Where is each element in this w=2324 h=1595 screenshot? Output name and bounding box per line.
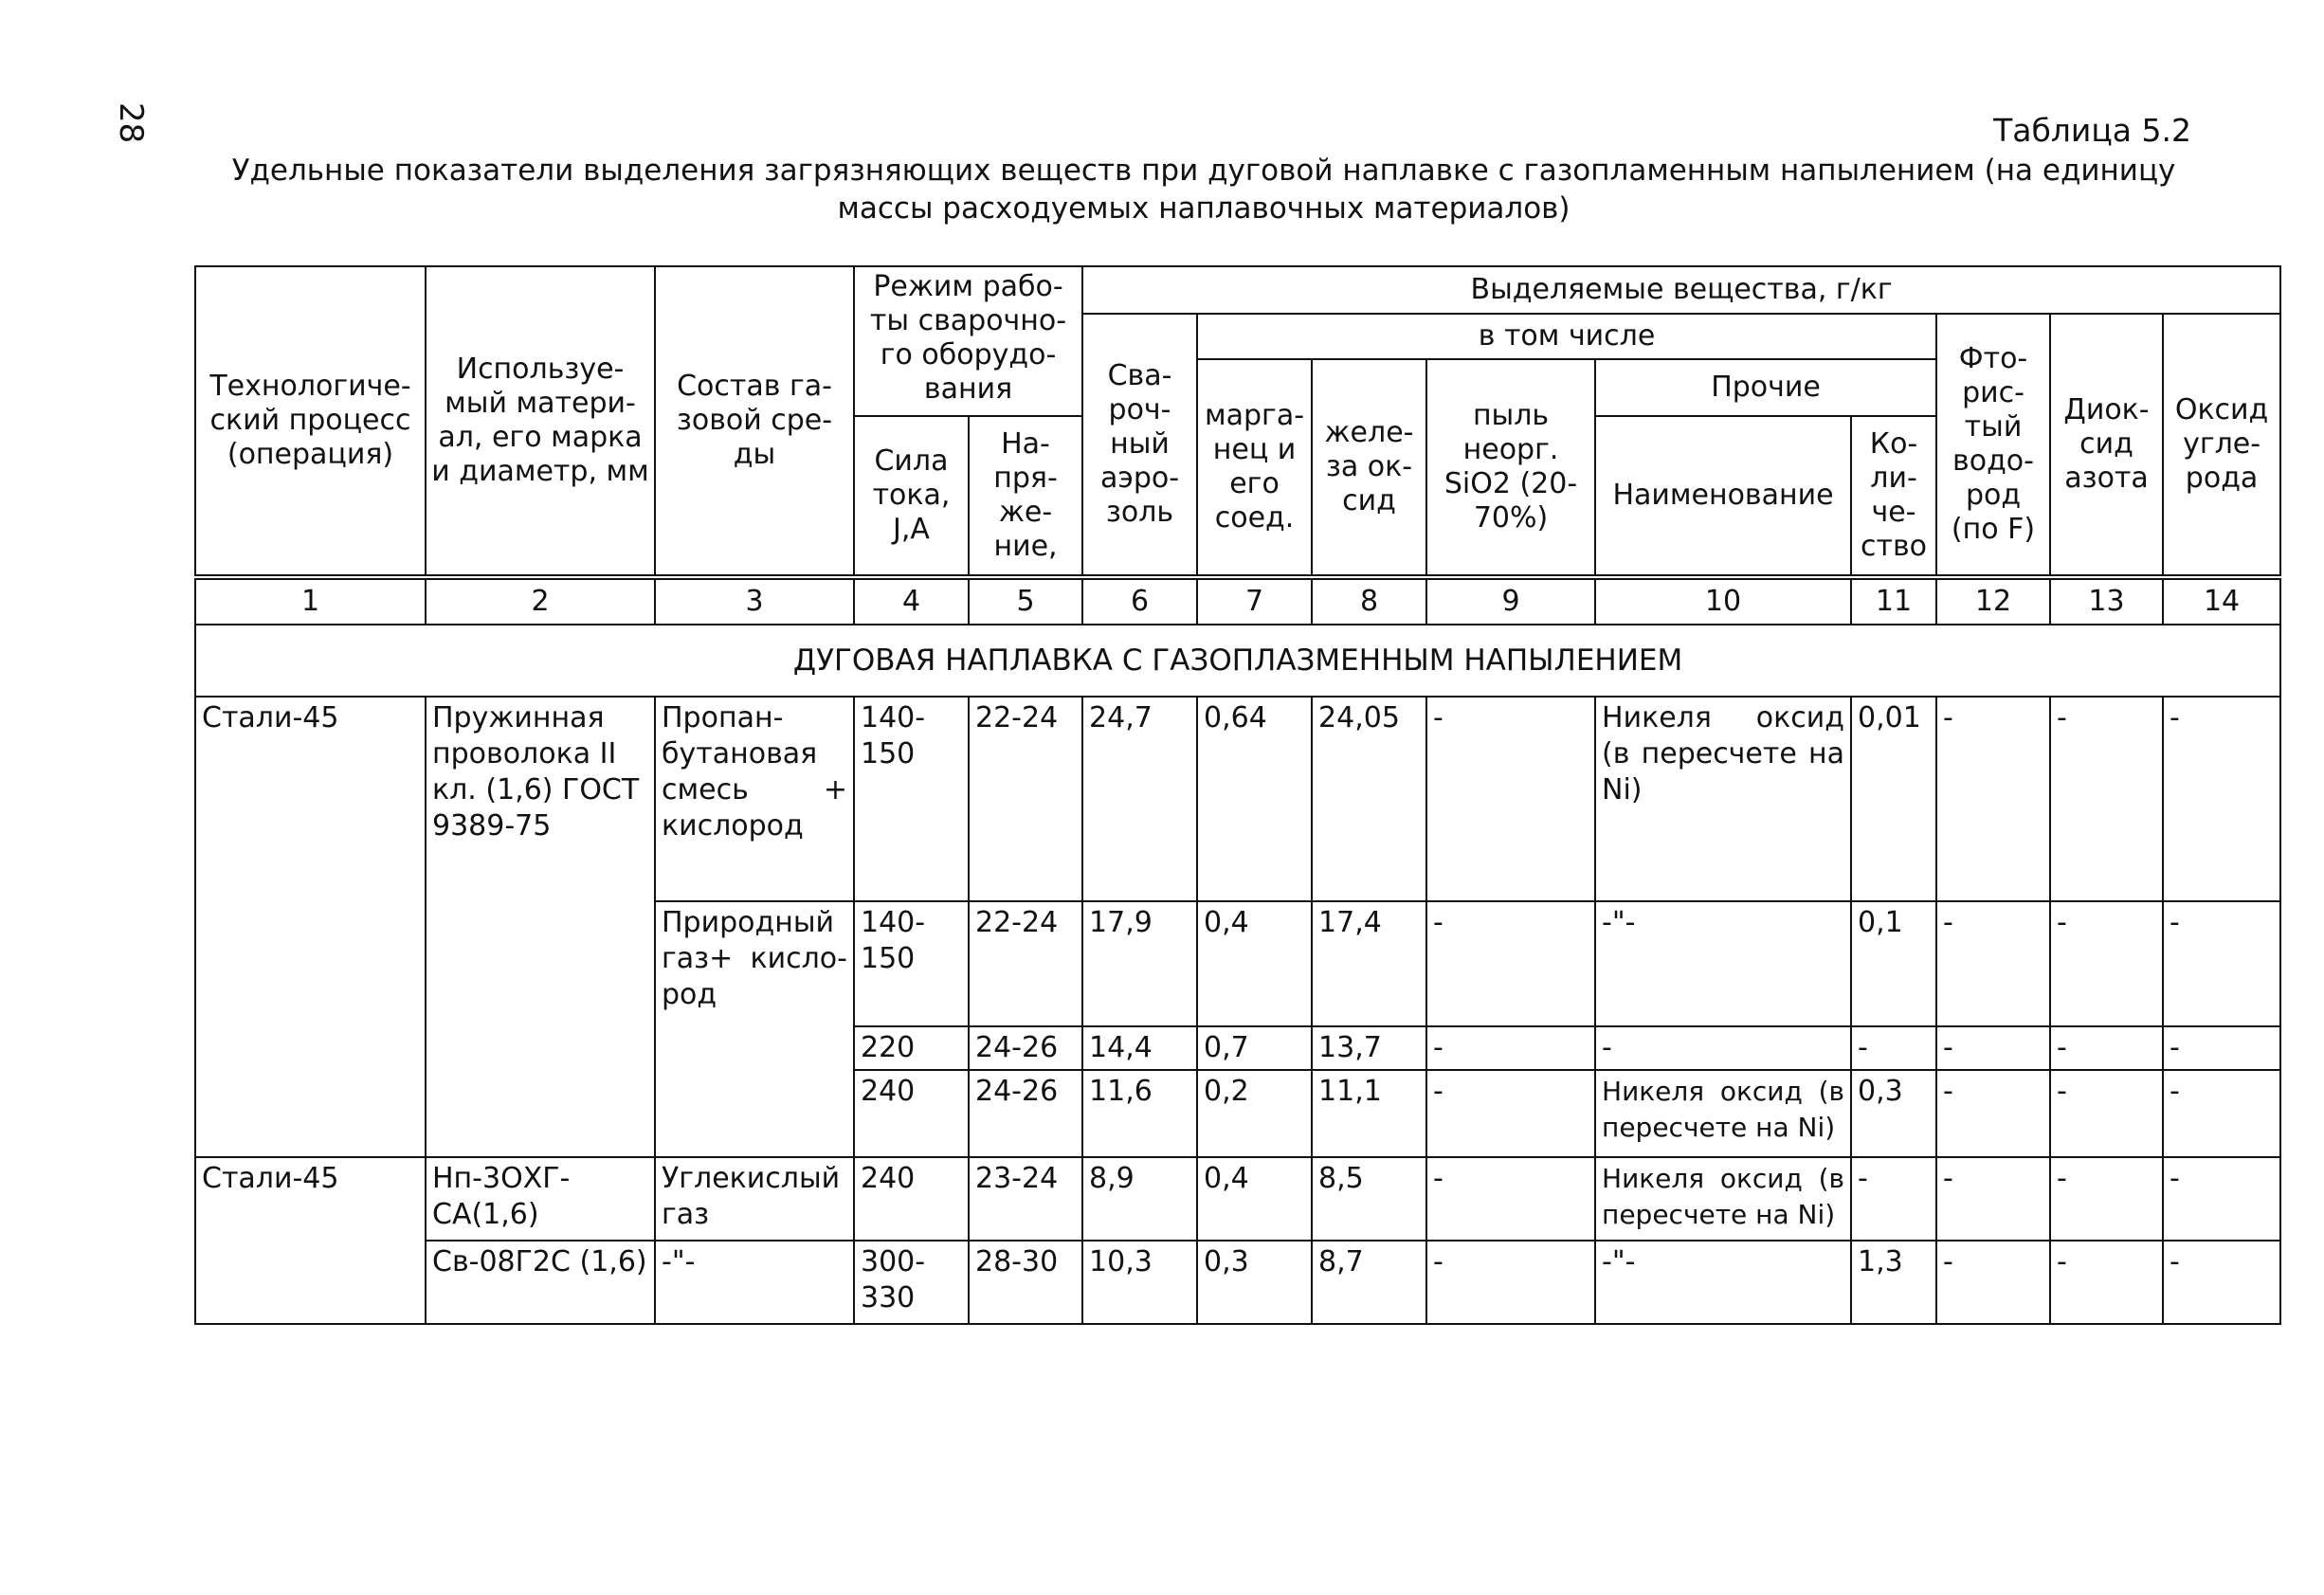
section-row (195, 625, 2280, 697)
cell-hf: - (1936, 901, 2050, 1026)
cell-mn: 0,4 (1197, 1157, 1312, 1241)
header-hf: Фто-рис-тый водо-род (по F) (1936, 314, 2050, 577)
header-material: Используе-мый матери-ал, его марка и диаметр, мм (426, 266, 655, 577)
cell-voltage: 24-26 (969, 1070, 1082, 1157)
cell-voltage: 23-24 (969, 1157, 1082, 1241)
column-number: 13 (2050, 577, 2163, 625)
header-including: в том числе (1197, 314, 1936, 359)
cell-co: - (2163, 697, 2280, 901)
table-header (195, 266, 2280, 577)
header-mn: марга-нец и его соед. (1197, 359, 1312, 577)
cell-aerosol: 17,9 (1082, 901, 1197, 1026)
cell-material: Пружинная проволока II кл. (1,6) ГОСТ 9389-75 (426, 697, 655, 1157)
table-label: Таблица 5.2 (1993, 112, 2191, 149)
header-dust: пыль неорг. SiO2 (20-70%) (1426, 359, 1595, 577)
column-number: 14 (2163, 577, 2280, 625)
cell-aerosol: 11,6 (1082, 1070, 1197, 1157)
column-number: 4 (854, 577, 969, 625)
cell-other-qty: 0,01 (1851, 697, 1936, 901)
cell-current: 240 (854, 1070, 969, 1157)
cell-material: Св-08Г2С (1,6) (426, 1241, 655, 1324)
header-mode: Режим рабо-ты сварочно-го оборудо-вания (854, 266, 1082, 416)
header-other-qty: Ко-ли-че-ство (1851, 416, 1936, 577)
cell-dust: - (1426, 697, 1595, 901)
column-number: 7 (1197, 577, 1312, 625)
cell-no2: - (2050, 901, 2163, 1026)
column-number: 2 (426, 577, 655, 625)
column-number: 5 (969, 577, 1082, 625)
header-co: Оксид угле-рода (2163, 314, 2280, 577)
cell-hf: - (1936, 1070, 2050, 1157)
cell-other-name: Никеля оксид (в пересчете на Ni) (1595, 1070, 1851, 1157)
table-row (195, 1241, 2280, 1324)
cell-gas: Углекислый газ (655, 1157, 854, 1241)
header-no2: Диок-сид азота (2050, 314, 2163, 577)
cell-no2: - (2050, 1241, 2163, 1324)
cell-current: 240 (854, 1157, 969, 1241)
cell-material: Нп-3ОХГ-СА(1,6) (426, 1157, 655, 1241)
cell-other-qty: 0,3 (1851, 1070, 1936, 1157)
cell-other-qty: 1,3 (1851, 1241, 1936, 1324)
cell-co: - (2163, 901, 2280, 1026)
cell-process: Стали-45 (195, 1157, 426, 1324)
cell-hf: - (1936, 1157, 2050, 1241)
table-caption: Удельные показатели выделения загрязняющих веществ при дуговой наплавке с газопламенным напылением (на единицу массы расходуемых наплавочных материалов) (231, 154, 2176, 226)
cell-aerosol: 10,3 (1082, 1241, 1197, 1324)
cell-dust: - (1426, 1157, 1595, 1241)
cell-current: 140-150 (854, 901, 969, 1026)
header-other-name: Наименование (1595, 416, 1851, 577)
cell-other-name: Никеля оксид (в пересчете на Ni) (1595, 1157, 1851, 1241)
header-current: Сила тока, J,A (854, 416, 969, 577)
cell-aerosol: 24,7 (1082, 697, 1197, 901)
cell-other-qty: - (1851, 1157, 1936, 1241)
header-aerosol: Сва-роч-ный аэро-золь (1082, 314, 1197, 577)
column-number-row (195, 577, 2280, 625)
header-fe: желе-за ок-сид (1312, 359, 1426, 577)
cell-current: 300-330 (854, 1241, 969, 1324)
cell-other-name: - (1595, 1026, 1851, 1070)
cell-aerosol: 8,9 (1082, 1157, 1197, 1241)
table-body (195, 577, 2280, 1324)
cell-hf: - (1936, 1026, 2050, 1070)
cell-voltage: 28-30 (969, 1241, 1082, 1324)
cell-gas: -"- (655, 1241, 854, 1324)
section-title: ДУГОВАЯ НАПЛАВКА С ГАЗОПЛАЗМЕННЫМ НАПЫЛЕНИЕМ (195, 625, 2280, 697)
cell-aerosol: 14,4 (1082, 1026, 1197, 1070)
cell-no2: - (2050, 1157, 2163, 1241)
cell-mn: 0,7 (1197, 1026, 1312, 1070)
cell-co: - (2163, 1026, 2280, 1070)
column-number: 10 (1595, 577, 1851, 625)
cell-hf: - (1936, 1241, 2050, 1324)
column-number: 3 (655, 577, 854, 625)
cell-process: Стали-45 (195, 697, 426, 1157)
cell-dust: - (1426, 1241, 1595, 1324)
cell-co: - (2163, 1157, 2280, 1241)
cell-other-name: -"- (1595, 901, 1851, 1026)
header-other: Прочие (1595, 359, 1936, 416)
header-voltage: На-пря-же-ние, (969, 416, 1082, 577)
header-emitted: Выделяемые вещества, г/кг (1082, 266, 2280, 314)
cell-other-name: Никеля оксид (в пересчете на Ni) (1595, 697, 1851, 901)
column-number: 8 (1312, 577, 1426, 625)
column-number: 1 (195, 577, 426, 625)
cell-dust: - (1426, 1026, 1595, 1070)
cell-fe: 11,1 (1312, 1070, 1426, 1157)
cell-mn: 0,64 (1197, 697, 1312, 901)
cell-fe: 13,7 (1312, 1026, 1426, 1070)
cell-voltage: 22-24 (969, 901, 1082, 1026)
emissions-table (194, 265, 2281, 1325)
cell-dust: - (1426, 901, 1595, 1026)
cell-no2: - (2050, 697, 2163, 901)
cell-gas: Природный газ+ кисло-род (655, 901, 854, 1157)
cell-mn: 0,3 (1197, 1241, 1312, 1324)
cell-voltage: 22-24 (969, 697, 1082, 901)
cell-fe: 24,05 (1312, 697, 1426, 901)
cell-other-qty: 0,1 (1851, 901, 1936, 1026)
header-gas: Состав га-зовой сре-ды (655, 266, 854, 577)
cell-fe: 8,5 (1312, 1157, 1426, 1241)
cell-dust: - (1426, 1070, 1595, 1157)
cell-mn: 0,4 (1197, 901, 1312, 1026)
column-number: 6 (1082, 577, 1197, 625)
column-number: 9 (1426, 577, 1595, 625)
column-number: 12 (1936, 577, 2050, 625)
table-row (195, 1157, 2280, 1241)
cell-no2: - (2050, 1070, 2163, 1157)
cell-other-qty: - (1851, 1026, 1936, 1070)
cell-co: - (2163, 1070, 2280, 1157)
column-number: 11 (1851, 577, 1936, 625)
cell-current: 140-150 (854, 697, 969, 901)
cell-mn: 0,2 (1197, 1070, 1312, 1157)
page-number: 28 (112, 102, 150, 144)
cell-co: - (2163, 1241, 2280, 1324)
header-process: Технологиче-ский процесс (операция) (195, 266, 426, 577)
cell-hf: - (1936, 697, 2050, 901)
cell-fe: 8,7 (1312, 1241, 1426, 1324)
cell-no2: - (2050, 1026, 2163, 1070)
cell-gas: Пропан-бутановая смесь + кислород (655, 697, 854, 901)
cell-other-name: -"- (1595, 1241, 1851, 1324)
table-row (195, 697, 2280, 901)
cell-fe: 17,4 (1312, 901, 1426, 1026)
cell-current: 220 (854, 1026, 969, 1070)
cell-voltage: 24-26 (969, 1026, 1082, 1070)
